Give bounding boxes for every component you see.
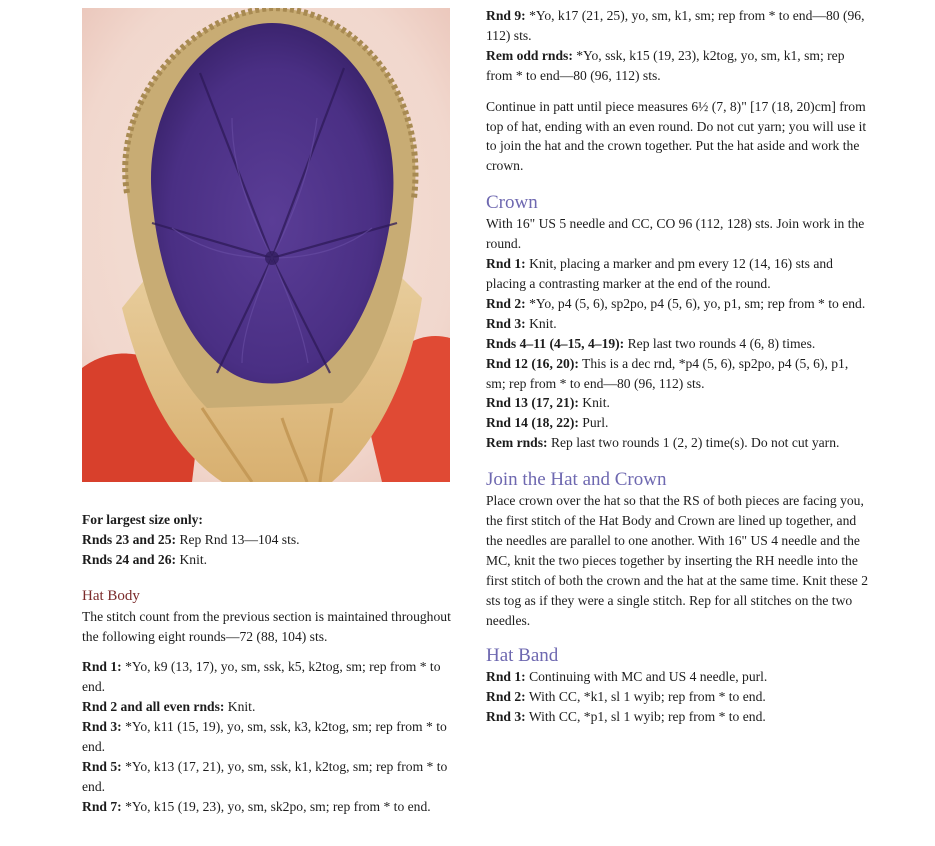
instruction-row: Rnd 3: With CC, *p1, sl 1 wyib; rep from * to end. bbox=[486, 709, 766, 725]
instruction-row: Rnd 3: *Yo, k11 (15, 19), yo, sm, ssk, k3, k2tog, sm; rep from * to end. bbox=[82, 719, 447, 755]
largest-size-heading: For largest size only: bbox=[82, 512, 203, 527]
instruction-row: Rnd 1: Knit, placing a marker and pm every 12 (14, 16) sts and placing a contrasting marker at the end of the round. bbox=[486, 256, 833, 291]
crown-intro: With 16" US 5 needle and CC, CO 96 (112, 128) sts. Join work in the round. bbox=[486, 216, 865, 252]
instruction-row: Rnds 23 and 25: Rep Rnd 13—104 sts. bbox=[82, 531, 300, 547]
instruction-row: Rem odd rnds: *Yo, ssk, k15 (19, 23), k2tog, yo, sm, k1, sm; rep from * to end—80 (96, 112) sts. bbox=[486, 47, 845, 83]
instruction-row: Rnd 1: Continuing with MC and US 4 needle, purl. bbox=[486, 669, 768, 685]
join-paragraph: Place crown over the hat so that the RS of both pieces are facing you, the first stitch of the Hat Body and Crown are lined up together, and the needles are parallel to one another. With 16" US 4 needle and the MC, knit the two pieces together by inserting the RH needle into the first stitch of both the crown and the hat at the same time. Knit these 2 sts tog as if they were a single stitch. Rep for all stitches on the two needles. bbox=[486, 493, 869, 628]
instruction-row: Rem rnds: Rep last two rounds 1 (2, 2) time(s). Do not cut yarn. bbox=[486, 435, 840, 451]
instruction-row: Rnd 5: *Yo, k13 (17, 21), yo, sm, ssk, k1, k2tog, sm; rep from * to end. bbox=[82, 758, 448, 794]
instruction-row: Rnd 12 (16, 20): This is a dec rnd, *p4 (5, 6), sp2po, p4 (5, 6), p1, sm; rep from * to end—80 (96, 112) sts. bbox=[486, 355, 849, 391]
instruction-row: Rnd 9: *Yo, k17 (21, 25), yo, sm, k1, sm; rep from * to end—80 (96, 112) sts. bbox=[486, 8, 865, 43]
hat-band-heading: Hat Band bbox=[486, 645, 559, 667]
crown-heading: Crown bbox=[486, 192, 538, 214]
instruction-row: Rnd 1: *Yo, k9 (13, 17), yo, sm, ssk, k5, k2tog, sm; rep from * to end. bbox=[82, 659, 441, 695]
continue-paragraph: Continue in patt until piece measures 6½ (7, 8)" [17 (18, 20)cm] from top of hat, ending with an even round. Do not cut yarn; you will use it to join the hat and the crown together. Put the hat aside and work the crown. bbox=[486, 98, 867, 174]
left-column bbox=[82, 510, 454, 817]
instruction-row: Rnd 2 and all even rnds: Knit. bbox=[82, 699, 256, 715]
instruction-row: Rnd 14 (18, 22): Purl. bbox=[486, 415, 609, 431]
instruction-row: Rnd 2: *Yo, p4 (5, 6), sp2po, p4 (5, 6), yo, p1, sm; rep from * to end. bbox=[486, 295, 866, 311]
instruction-row: Rnds 24 and 26: Knit. bbox=[82, 551, 208, 567]
hat-body-intro: The stitch count from the previous section is maintained throughout the following eight rounds—72 (88, 104) sts. bbox=[82, 608, 451, 644]
join-heading: Join the Hat and Crown bbox=[486, 469, 667, 491]
hat-photo bbox=[82, 8, 450, 482]
right-column bbox=[486, 6, 871, 727]
instruction-row: Rnd 3: Knit. bbox=[486, 315, 557, 331]
hat-photo-illustration bbox=[82, 8, 450, 482]
hat-body-heading: Hat Body bbox=[82, 587, 140, 604]
instruction-row: Rnd 13 (17, 21): Knit. bbox=[486, 395, 610, 411]
instruction-row: Rnd 2: With CC, *k1, sl 1 wyib; rep from * to end. bbox=[486, 689, 766, 705]
instruction-row: Rnds 4–11 (4–15, 4–19): Rep last two rounds 4 (6, 8) times. bbox=[486, 335, 816, 351]
instruction-row: Rnd 7: *Yo, k15 (19, 23), yo, sm, sk2po, sm; rep from * to end. bbox=[82, 798, 431, 814]
